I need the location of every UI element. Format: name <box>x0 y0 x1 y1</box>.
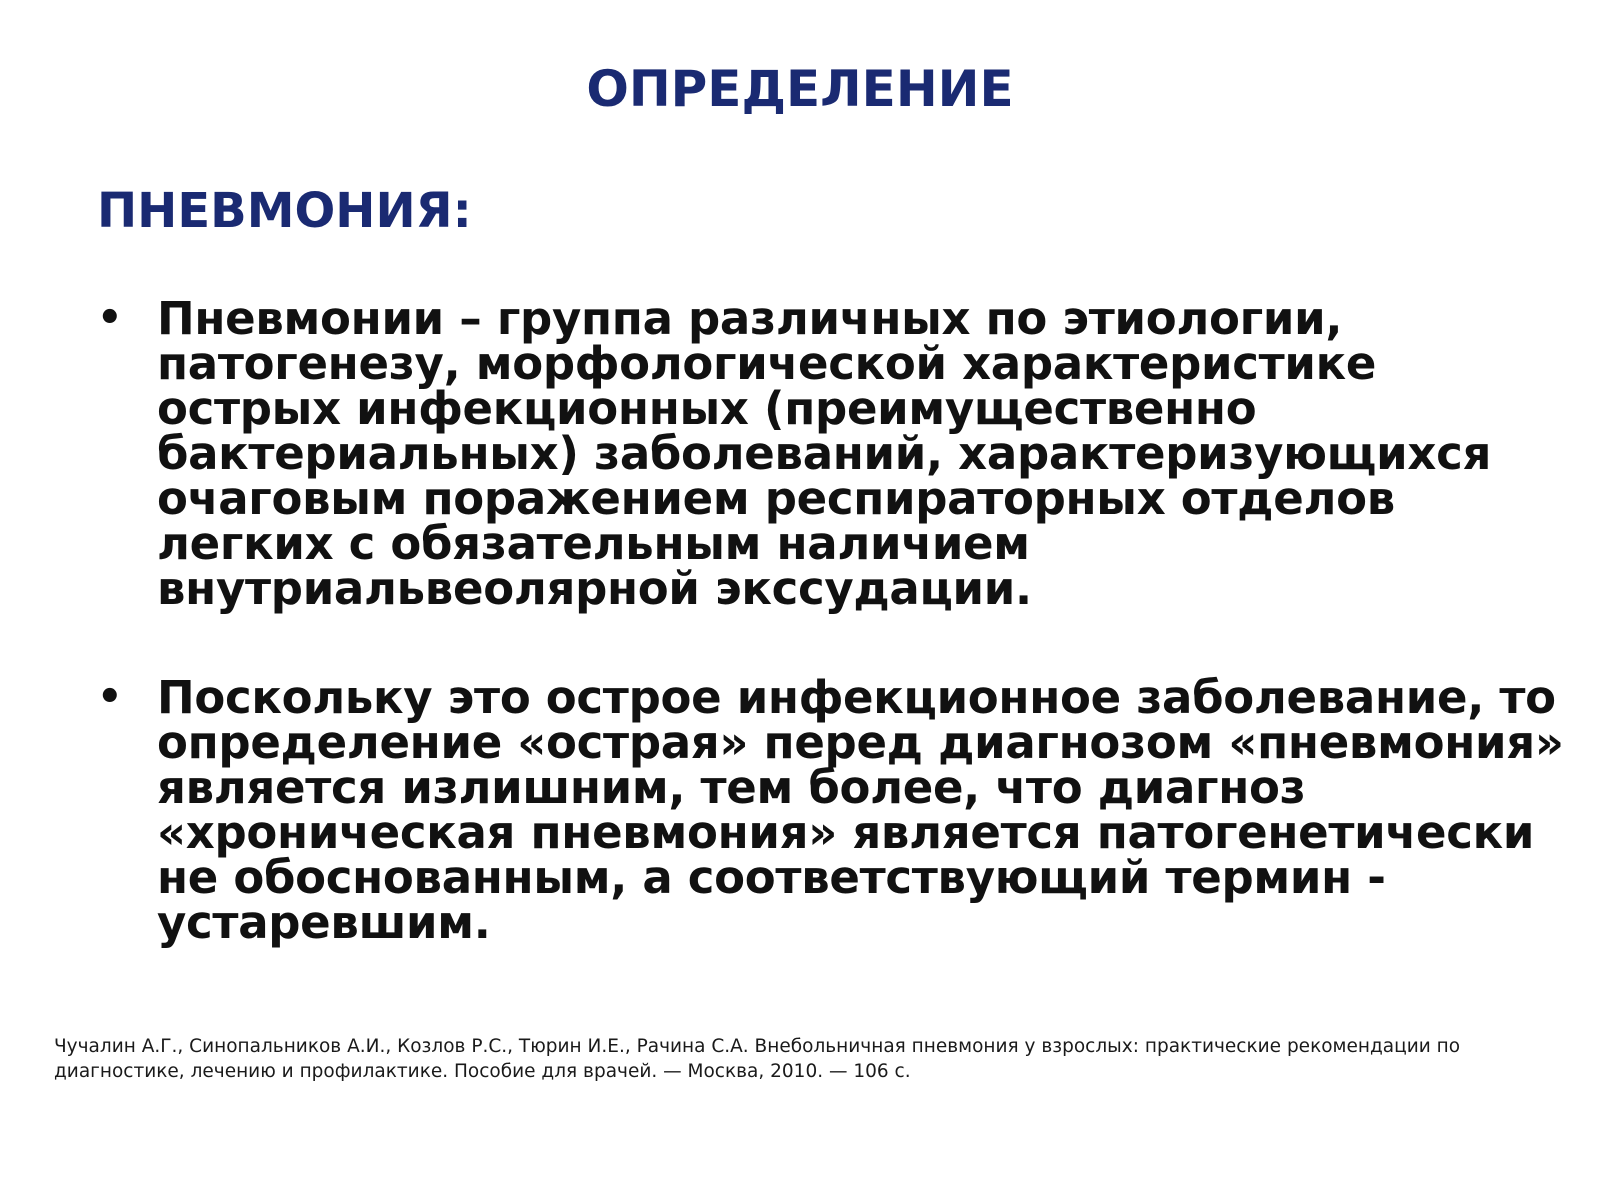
list-item <box>97 671 1567 949</box>
definition-list <box>97 292 1567 949</box>
bullet-icon: • <box>97 295 123 341</box>
bullet-icon: • <box>97 674 123 720</box>
list-item <box>97 292 1567 615</box>
definition-text: Пневмонии – группа различных по этиологии, патогенезу, морфологической характеристике острых инфекционных (преимущественно бактериальных) заболеваний, характеризующихся очаговым поражением респираторных отделов легких с обязательным наличием внутриальвеолярной экссудации. <box>157 292 1492 615</box>
clarification-text: Поскольку это острое инфекционное заболевание, то определение «острая» перед диагнозом «пневмония» является излишним, тем более, что диагноз «хроническая пневмония» является патогенетически не обоснованным, а соответствующий термин - устаревшим. <box>157 671 1564 949</box>
citation-footnote: Чучалин А.Г., Синопальников А.И., Козлов Р.С., Тюрин И.Е., Рачина С.А. Внебольничная пневмония у взрослых: практические рекомендации по диагностике, лечению и профилактике. Пособие для врачей. — Москва, 2010. — 106 с. <box>54 1036 1461 1082</box>
slide-title: ОПРЕДЕЛЕНИЕ <box>586 60 1014 118</box>
section-heading: ПНЕВМОНИЯ: <box>97 183 472 239</box>
